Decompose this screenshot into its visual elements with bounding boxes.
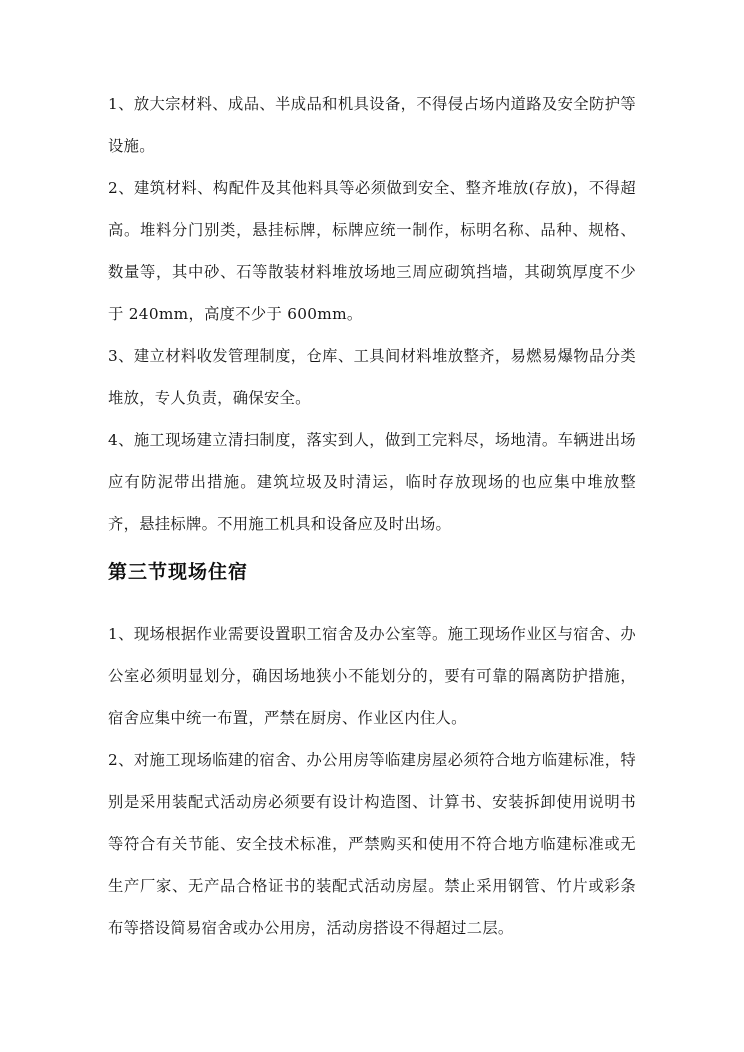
numbered-paragraph-2: 2、建筑材料、构配件及其他料具等必须做到安全、整齐堆放(存放)，不得超高。堆料分门别类，悬挂标牌，标牌应统一制作，标明名称、品种、规格、数量等，其中砂、石等散装材料堆放场地三周应砌筑挡墙，其砌筑厚度不少于 240mm，高度不少于 600mm。	[108, 179, 636, 323]
numbered-paragraph-1: 1、放大宗材料、成品、半成品和机具设备，不得侵占场内道路及安全防护等设施。	[108, 95, 636, 155]
section-heading: 第三节现场住宿	[108, 561, 249, 583]
numbered-paragraph-5: 1、现场根据作业需要设置职工宿舍及办公室等。施工现场作业区与宿舍、办公室必须明显划分，确因场地狭小不能划分的，要有可靠的隔离防护措施，宿舍应集中统一布置，严禁在厨房、作业区内住人。	[108, 625, 636, 727]
numbered-paragraph-3: 3、建立材料收发管理制度，仓库、工具间材料堆放整齐，易燃易爆物品分类堆放，专人负责，确保安全。	[108, 347, 636, 407]
numbered-paragraph-6: 2、对施工现场临建的宿舍、办公用房等临建房屋必须符合地方临建标准，特别是采用装配式活动房必须要有设计构造图、计算书、安装拆卸使用说明书等符合有关节能、安全技术标准，严禁购买和使用不符合地方临建标准或无生产厂家、无产品合格证书的装配式活动房屋。禁止采用钢管、竹片或彩条布等搭设简易宿舍或办公用房，活动房搭设不得超过二层。	[108, 751, 636, 937]
numbered-paragraph-4: 4、施工现场建立清扫制度，落实到人，做到工完料尽，场地清。车辆进出场应有防泥带出措施。建筑垃圾及时清运，临时存放现场的也应集中堆放整齐，悬挂标牌。不用施工机具和设备应及时出场。	[108, 431, 636, 533]
